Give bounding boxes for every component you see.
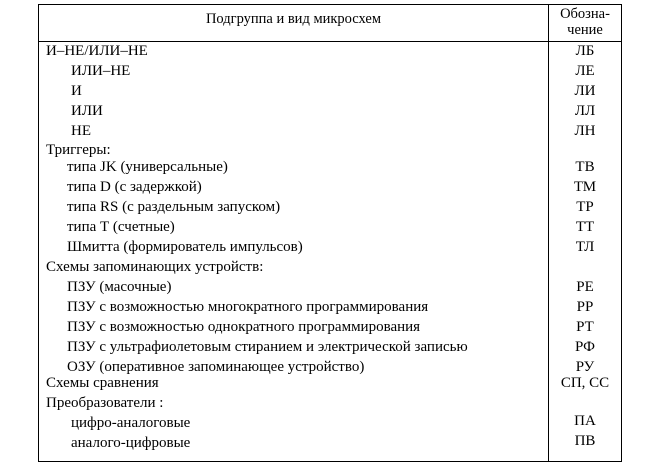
row-code: СП, СС <box>560 375 610 391</box>
row-code: ТВ <box>575 159 595 175</box>
row-code: РТ <box>576 319 594 335</box>
row-label: типа Т (счетные) <box>67 219 175 235</box>
row-code: ЛЛ <box>574 103 596 119</box>
header-designation: Обозна- чение <box>560 6 610 38</box>
row-label: типа RS (с раздельным запуском) <box>67 199 281 215</box>
row-label: типа D (с задержкой) <box>67 179 202 195</box>
row-code: РЕ <box>576 279 594 295</box>
row-code: РР <box>576 299 594 315</box>
row-code: ЛИ <box>574 83 596 99</box>
row-label: аналого-цифровые <box>71 435 191 451</box>
row-code: ЛН <box>574 123 596 139</box>
row-label: Триггеры: <box>46 142 111 158</box>
row-label: ПЗУ с ультрафиолетовым стиранием и электрической записью <box>67 339 468 355</box>
row-code: ПА <box>574 413 596 429</box>
row-label: ПЗУ с возможностью однократного программирования <box>67 319 421 335</box>
header-subgroup: Подгруппа и вид микросхем <box>205 11 382 27</box>
row-code: ТР <box>576 199 594 215</box>
row-label: типа JK (универсальные) <box>67 159 228 175</box>
row-code: РФ <box>575 339 595 355</box>
row-label: И–НЕ/ИЛИ–НЕ <box>46 43 148 59</box>
row-code: ТМ <box>573 179 597 195</box>
row-code: ТТ <box>575 219 595 235</box>
row-code: ТЛ <box>575 239 595 255</box>
row-label: цифро-аналоговые <box>71 415 191 431</box>
row-label: Схемы сравнения <box>46 375 159 391</box>
row-code: ПВ <box>574 433 596 449</box>
row-label: ИЛИ–НЕ <box>71 63 131 79</box>
row-label: ПЗУ с возможностью многократного программирования <box>67 299 429 315</box>
row-label: Схемы запоминающих устройств: <box>46 259 264 275</box>
row-code: РУ <box>575 359 595 375</box>
microcircuit-designation-table <box>38 4 622 462</box>
row-label: Шмитта (формирователь импульсов) <box>67 239 303 255</box>
row-code: ЛБ <box>575 43 595 59</box>
row-code: ЛЕ <box>575 63 595 79</box>
header-divider <box>39 41 621 42</box>
row-label: ИЛИ <box>71 103 103 119</box>
row-label: ОЗУ (оперативное запоминающее устройство) <box>67 359 365 375</box>
row-label: Преобразователи : <box>46 395 164 411</box>
row-label: НЕ <box>71 123 91 139</box>
row-label: ПЗУ (масочные) <box>67 279 172 295</box>
row-label: И <box>71 83 82 99</box>
